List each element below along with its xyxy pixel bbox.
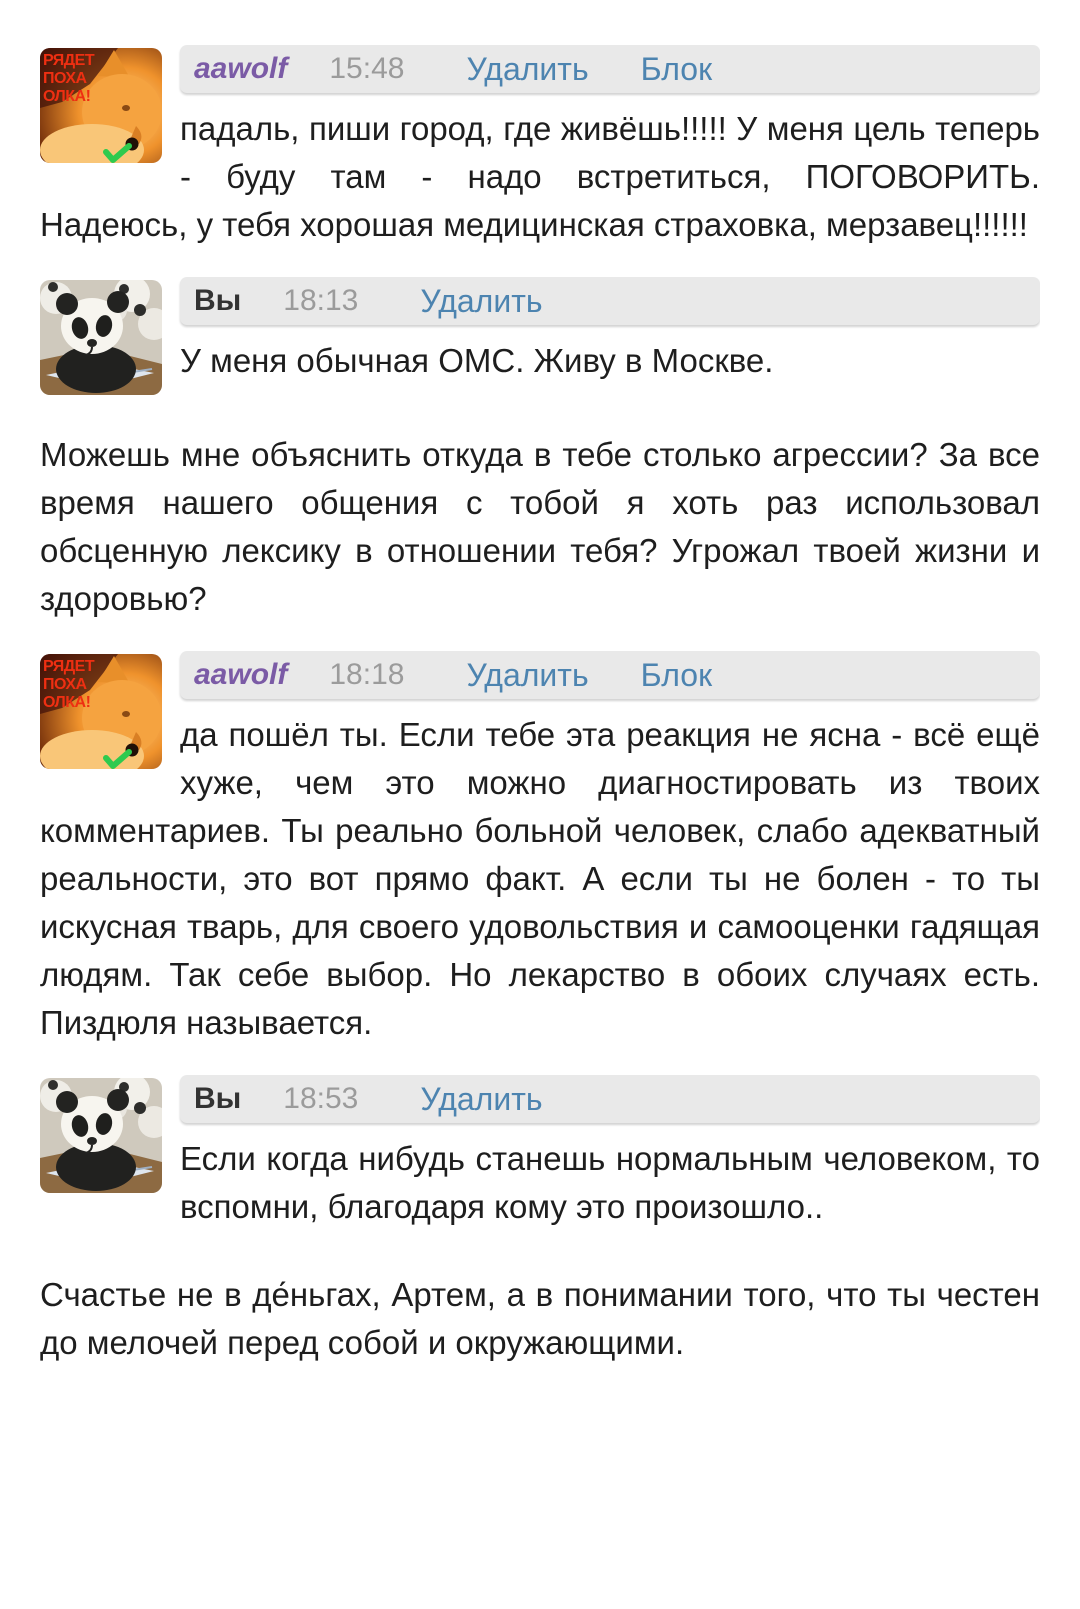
wolf-avatar-image — [40, 654, 162, 769]
message-paragraph: Можешь мне объяснить откуда в тебе столько агрессии? За все время нашего общения с тобой я хоть раз использовал обсценную лексику в отношении тебя? Угрожал твоей жизни и здоровью? — [40, 436, 1040, 617]
svg-text:ПОХА: ПОХА — [43, 676, 87, 693]
block-link[interactable]: Блок — [640, 50, 713, 87]
message-header-bar — [180, 45, 1040, 93]
svg-text:РЯДЕТ: РЯДЕТ — [43, 658, 95, 675]
message-block — [40, 277, 1040, 395]
timestamp: 18:18 — [329, 658, 405, 691]
username-link[interactable]: aawolf — [194, 658, 288, 691]
panda-avatar-image — [40, 280, 162, 395]
delete-link[interactable]: Удалить — [420, 282, 543, 319]
svg-text:ОЛКА!: ОЛКА! — [43, 694, 91, 711]
username-self: Вы — [194, 1082, 242, 1115]
self-avatar[interactable] — [40, 280, 162, 395]
delete-link[interactable]: Удалить — [466, 50, 589, 87]
svg-text:ОЛКА!: ОЛКА! — [43, 88, 91, 105]
username-self: Вы — [194, 284, 242, 317]
message-header-bar — [180, 651, 1040, 699]
timestamp: 18:13 — [283, 284, 359, 317]
message-header-bar — [180, 1075, 1040, 1123]
block-link[interactable]: Блок — [640, 656, 713, 693]
message-text: да пошёл ты. Если тебе эта реакция не ясна - всё ещё хуже, чем это можно диагностировать из твоих комментариев. Ты реально больной человек, слабо адекватный реальности, это вот прямо факт. А если ты не болен - то ты искусная тварь, для своего удовольствия и самооценки гадящая людям. Так себе выбор. Но лекарство в обоих случаях есть. Пиздюля называется. — [40, 716, 1040, 1041]
svg-text:ПОХА: ПОХА — [43, 70, 87, 87]
message-text: У меня обычная ОМС. Живу в Москве. — [180, 342, 774, 379]
aawolf-avatar[interactable] — [40, 654, 162, 769]
aawolf-avatar[interactable] — [40, 48, 162, 163]
message-block — [40, 651, 1040, 1047]
svg-text:РЯДЕТ: РЯДЕТ — [43, 52, 95, 69]
message-text: Если когда нибудь станешь нормальным человеком, то вспомни, благодаря кому это произошло.. — [180, 1140, 1040, 1225]
message-block — [40, 45, 1040, 249]
message-paragraph: Счастье не в де́ньгах, Артем, а в понимании того, что ты честен до мелочей перед собой и окружающими. — [40, 1276, 1040, 1361]
message-block — [40, 1075, 1040, 1231]
wolf-avatar-image — [40, 48, 162, 163]
message-text: падаль, пиши город, где живёшь!!!!! У меня цель теперь - буду там - надо встретиться, ПОГОВОРИТЬ. Надеюсь, у тебя хорошая медицинская страховка, мерзавец!!!!!! — [40, 110, 1040, 243]
message-header-bar — [180, 277, 1040, 325]
timestamp: 18:53 — [283, 1082, 359, 1115]
username-link[interactable]: aawolf — [194, 52, 288, 85]
delete-link[interactable]: Удалить — [466, 656, 589, 693]
self-avatar[interactable] — [40, 1078, 162, 1193]
timestamp: 15:48 — [329, 52, 405, 85]
panda-avatar-image — [40, 1078, 162, 1193]
delete-link[interactable]: Удалить — [420, 1080, 543, 1117]
